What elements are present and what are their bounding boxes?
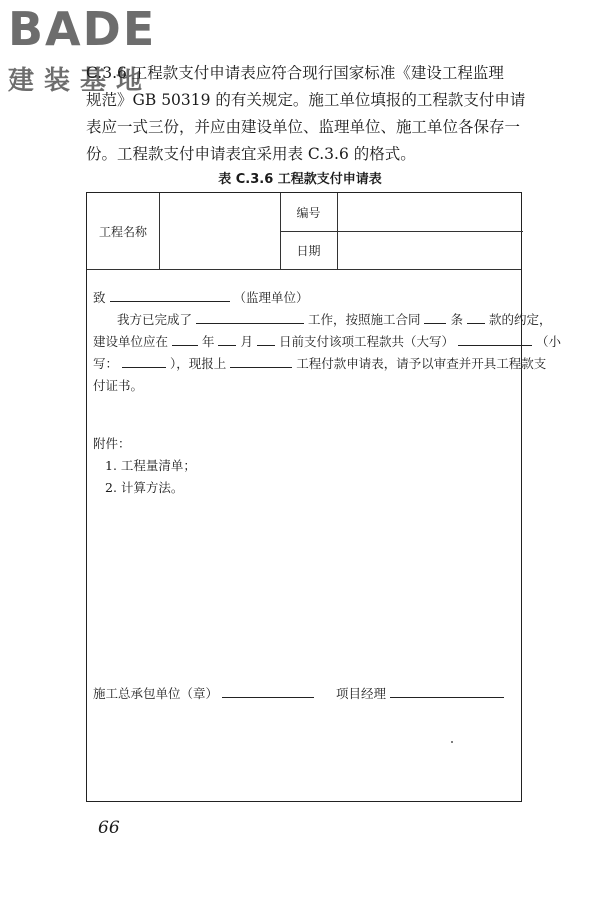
day-blank[interactable]: [257, 331, 275, 346]
supervisor-blank[interactable]: [110, 287, 230, 302]
form-header: [87, 193, 521, 270]
signature-line: 施工总承包单位（章） 项目经理: [93, 683, 504, 705]
body-line-1: 我方已完成了 工作，按照施工合同 条 款的约定，: [117, 309, 551, 331]
amount-lowercase-blank[interactable]: [122, 353, 166, 368]
month-blank[interactable]: [218, 331, 236, 346]
logo-subtitle: 建装基地: [8, 66, 153, 96]
project-name-field[interactable]: [160, 193, 280, 269]
intro-line-2: 规范》GB 50319 的有关规定。施工单位填报的工程款支付申请: [86, 91, 526, 109]
payment-application-form: [86, 192, 561, 802]
intro-paragraph: [86, 60, 526, 168]
page-number: 66: [98, 818, 120, 838]
number-label: 编号: [296, 205, 321, 220]
clause-blank[interactable]: [424, 309, 446, 324]
addressee-line: 致 （监理单位）: [93, 287, 309, 309]
work-blank[interactable]: [196, 309, 304, 324]
attachment-item-1: 1. 工程量清单；: [105, 458, 196, 473]
date-label: 日期: [296, 243, 321, 258]
date-field[interactable]: [338, 231, 521, 269]
application-blank[interactable]: [230, 353, 292, 368]
body-line-2: 建设单位应在 年 月 日前支付该项工程款共（大写） （小: [93, 331, 561, 353]
number-field[interactable]: [338, 193, 521, 231]
project-manager-blank[interactable]: [390, 683, 504, 698]
attachments-label: 附件：: [93, 436, 131, 451]
logo-brand: BADE: [8, 2, 157, 56]
intro-line-4: 份。工程款支付申请表宜采用表 C.3.6 的格式。: [86, 145, 416, 163]
section-blank[interactable]: [467, 309, 485, 324]
table-caption: 表 C.3.6 工程款支付申请表: [218, 172, 382, 187]
attachment-item-2: 2. 计算方法。: [105, 480, 184, 495]
intro-line-3: 表应一式三份，并应由建设单位、监理单位、施工单位各保存一: [86, 118, 521, 136]
project-name-label: 工程名称: [98, 224, 147, 239]
amount-uppercase-blank[interactable]: [458, 331, 532, 346]
year-blank[interactable]: [172, 331, 198, 346]
contractor-seal-blank[interactable]: [222, 683, 314, 698]
speck: [451, 741, 453, 743]
intro-line-1: C.3.6 工程款支付申请表应符合现行国家标准《建设工程监理: [86, 64, 504, 82]
body-line-3: 写： ），现报上 工程付款申请表，请予以审查并开具工程款支: [93, 353, 546, 375]
body-line-4: 付证书。: [93, 378, 144, 393]
